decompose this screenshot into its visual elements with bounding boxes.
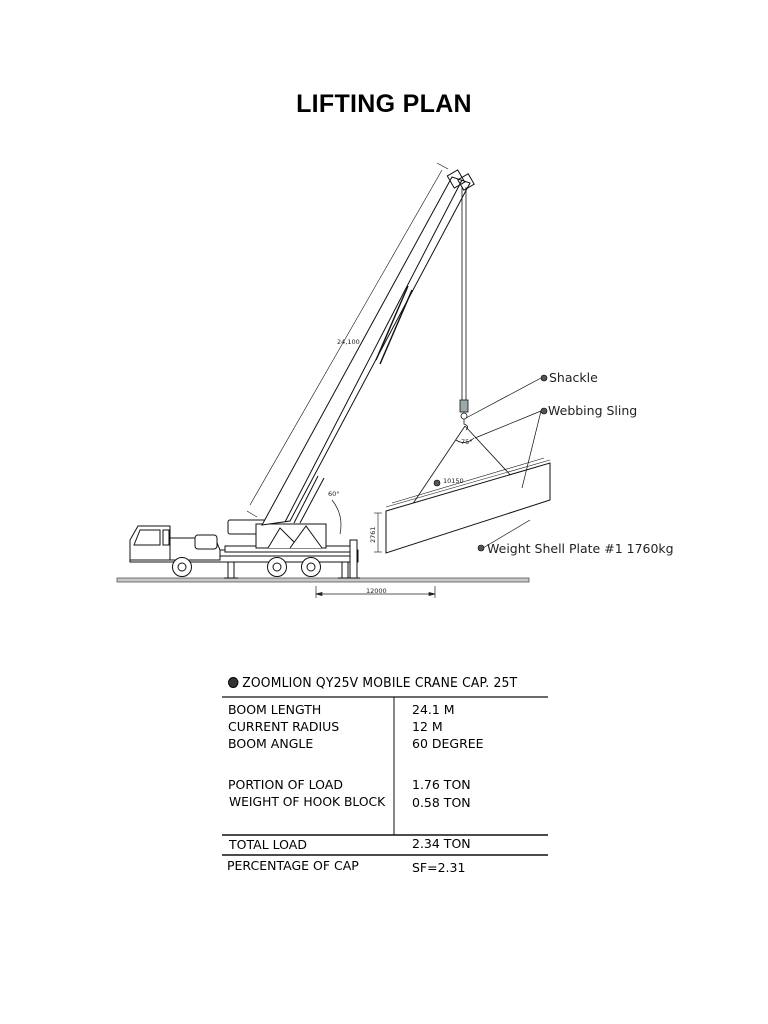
webbing-sling-callout-dot — [541, 408, 547, 414]
plate-height-dimension: 2761 — [369, 526, 377, 543]
radius-dimension-text: 12000 — [366, 587, 387, 595]
ground-line — [117, 578, 529, 582]
spec-label-hook-block: WEIGHT OF HOOK BLOCK — [229, 795, 386, 809]
spec-label-boom-length: BOOM LENGTH — [228, 702, 322, 717]
spec-heading-text: ZOOMLION QY25V MOBILE CRANE CAP. 25T — [242, 676, 518, 691]
spec-label-current-radius: CURRENT RADIUS — [228, 719, 340, 734]
webbing-sling-label: Webbing Sling — [548, 403, 638, 418]
shell-plate-load — [374, 458, 550, 553]
boom-angle-text: 60° — [328, 490, 340, 498]
spec-label-total-load: TOTAL LOAD — [229, 837, 307, 852]
spec-value-hook-block: 0.58 TON — [412, 795, 471, 810]
page-title: LIFTING PLAN — [296, 90, 472, 118]
spec-label-portion-of-load: PORTION OF LOAD — [228, 777, 343, 792]
sling-angle-text: 75° — [461, 438, 473, 446]
spec-value-current-radius: 12 M — [412, 719, 443, 734]
shackle-callout-dot — [541, 375, 547, 381]
shackle-label: Shackle — [549, 370, 598, 385]
load-callout-dot — [478, 545, 484, 551]
load-label: Weight Shell Plate #1 1760kg — [487, 541, 674, 556]
boom-length-dimension: 24,100 — [337, 338, 360, 346]
hoist-rope — [460, 187, 468, 430]
spec-value-total-load: 2.34 TON — [412, 836, 471, 851]
spec-value-portion-of-load: 1.76 TON — [412, 777, 471, 792]
sling-dimension-dot — [434, 480, 440, 486]
spec-value-boom-angle: 60 DEGREE — [412, 736, 484, 751]
spec-bullet-icon — [228, 677, 238, 688]
spec-label-boom-angle: BOOM ANGLE — [228, 736, 314, 751]
spec-label-percentage-of-cap: PERCENTAGE OF CAP — [227, 858, 359, 873]
spec-heading — [228, 676, 517, 691]
spec-value-percentage-of-cap: SF=2.31 — [412, 860, 466, 875]
spec-value-boom-length: 24.1 M — [412, 702, 455, 717]
crane-truck — [130, 500, 360, 578]
crane-boom — [247, 163, 474, 525]
sling-length-dimension: 10150 — [443, 477, 464, 485]
